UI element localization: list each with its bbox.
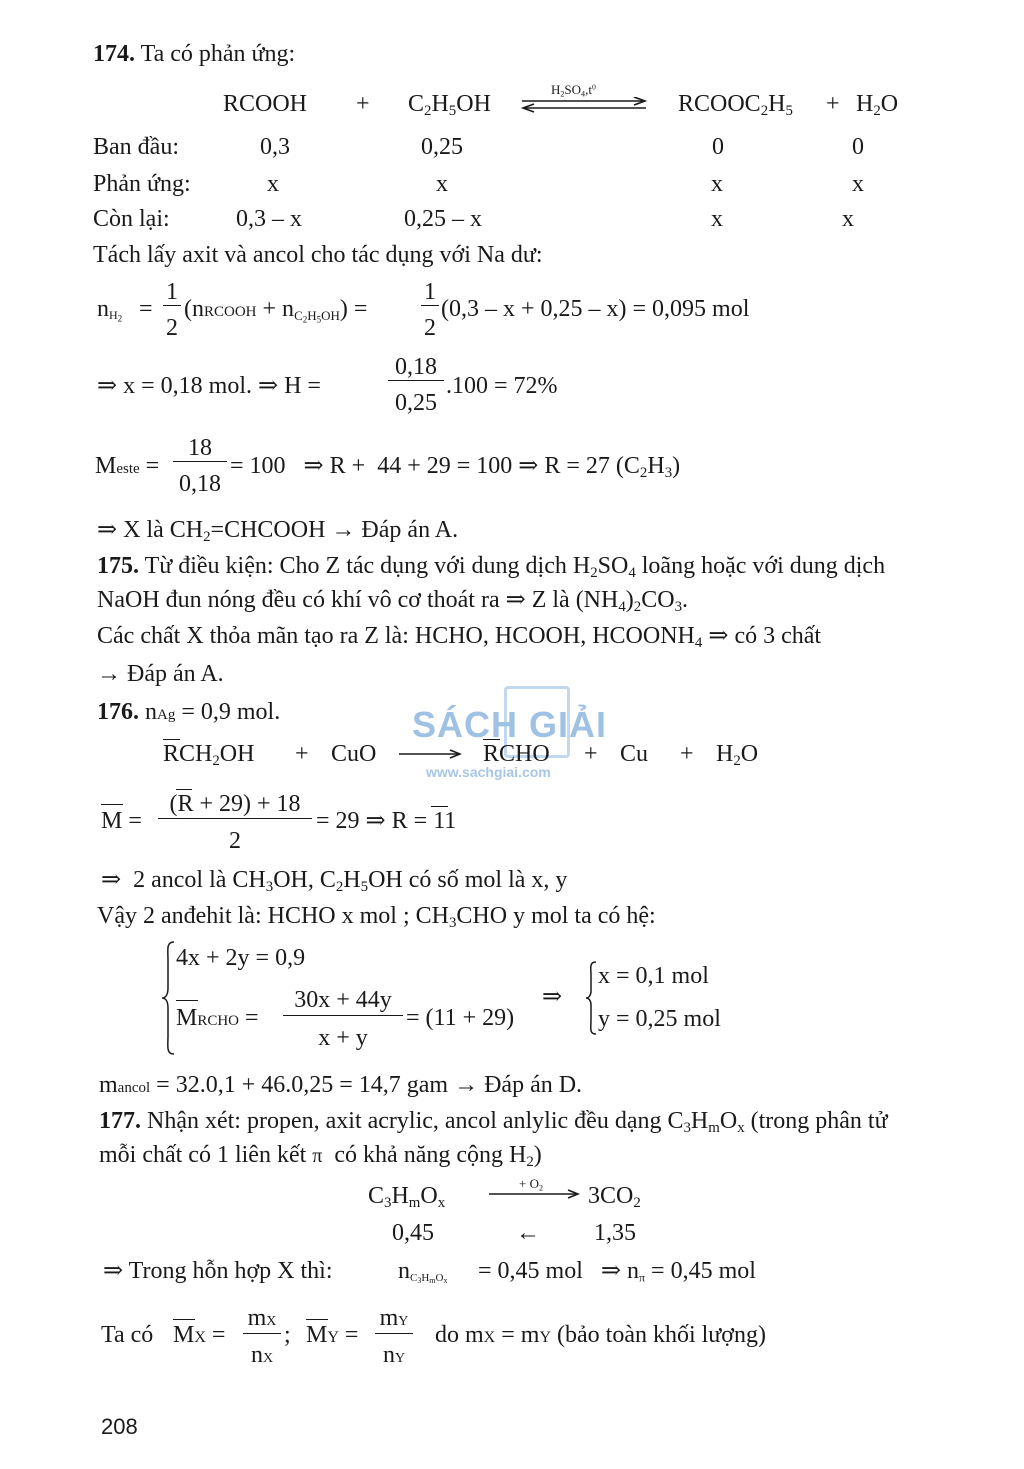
mx-fraction: mX nX [243,1306,281,1367]
m-numerator: (R + 29) + 18 [169,791,301,817]
m-este-fraction [173,436,227,496]
eq177-row-right: 1,35 [594,1220,636,1246]
m-este-result: = 100 ⇒ R + 44 + 29 = 100 ⇒ R = 27 $(C_2H_3)$ [230,453,681,482]
eq176-plus-2: + [584,741,598,767]
eq174-catalyst: $H_2SO_4,t^0$ [551,82,596,99]
row-con-lai-value: 0,3 – x [236,206,302,232]
m-symbol: M = [101,808,142,834]
left-brace-icon [584,960,598,1043]
system-eq-2-denominator: x + y [318,1025,368,1051]
watermark-brand: SÁCH GIẢI [412,704,608,745]
frac-half-2: 1 2 [421,280,439,340]
eq174-reactant-2: $C_2H_5OH$ [408,91,491,120]
m-ancol-value: = 32.0,1 + 46.0,25 = 14,7 gam → Đáp án D. [156,1072,583,1098]
row-phan-ung-value: x [436,171,448,197]
m-este-numerator: 18 [188,435,212,461]
implies-arrow: ⇒ [542,984,563,1010]
eq177-condition: + $O_2$ [519,1176,544,1193]
row-con-lai-value: x [711,206,723,232]
n-mixture-value: = 0,45 mol ⇒ $n_\pi = 0,45$ mol [478,1258,756,1285]
eq176-reactant-2: CuO [331,741,377,767]
row-phan-ung-value: x [267,171,279,197]
problem-176-label: 176. [97,699,139,725]
row-phan-ung-value: x [852,171,864,197]
h-denominator: 0,25 [395,390,437,416]
nh2-sum: (nRCOOH + $n_{C_2H_5OH}$) = [184,296,368,325]
row-ban-dau-value: 0 [852,134,864,160]
eq174-reactant-1: RCOOH [223,91,308,117]
h-result: .100 = 72% [446,373,558,399]
overline-m [176,1000,198,1001]
row-ban-dau-value: 0,3 [260,134,290,160]
overline-m [306,1319,328,1320]
problem-175-line-4: → Đáp án A. [97,661,224,687]
h-fraction [388,355,444,415]
equilibrium-arrow-icon [520,97,648,113]
watermark-url: www.sachgiai.com [426,764,551,780]
x-line: ⇒ x = 0,18 mol. ⇒ H = [97,373,321,399]
system-eq-2-numerator: 30x + 44y [294,987,392,1013]
overline-m [173,1319,195,1320]
h-numerator: 0,18 [395,354,437,380]
row-con-lai-value: x [842,206,854,232]
eq177-left: $C_3H_mO_x$ [368,1183,446,1212]
eq176-product-2: Cu [620,741,649,767]
problem-177-line-1: 177. Nhận xét: propen, axit acrylic, ancol anlylic đều dạng $C_3H_mO_x$ (trong phân tử [99,1108,888,1137]
m-este-denominator: 0,18 [179,471,221,497]
nh2-symbol: $n_{H_2}$ [97,296,123,324]
problem-174-intro: Ta có phản ứng: [140,41,296,67]
overline-m [101,804,123,805]
nh2-equals: = [139,296,153,322]
system-eq-2-right: = (11 + 29) [406,1005,515,1031]
eq176-plus-3: + [680,741,694,767]
ta-co-label: Ta có [101,1322,154,1348]
row-con-lai-label: Còn lại: [93,206,170,232]
m-denominator: 2 [229,828,241,854]
eq177-row-arrow: ← [516,1220,540,1246]
overline-r [483,739,500,740]
page-number: 208 [101,1414,138,1439]
overline-r [431,806,448,807]
problem-176-heading: 176. nAg = 0,9 mol. [97,699,281,725]
problem-177-label: 177. [99,1108,141,1134]
problem-175-line-2: NaOH đun nóng đều có khí vô cơ thoát ra ⇒ Z là $(NH_4)_2CO_3$. [97,587,688,616]
row-ban-dau-label: Ban đầu: [93,134,179,160]
eq177-row-left: 0,45 [392,1220,434,1246]
eq174-product-1: $RCOOC_2H_5$ [678,91,793,120]
overline-r [176,789,192,790]
row-ban-dau-value: 0 [712,134,724,160]
row-con-lai-value: 0,25 – x [404,206,482,232]
eq176-product-1: RCHO [483,741,550,767]
problem-174-label: 174. [93,41,135,67]
eq177-right: $3CO_2$ [588,1183,641,1212]
my-fraction: mY nY [375,1306,413,1367]
problem-175-line-1: 175. Từ điều kiện: Cho Z tác dụng với dung dịch $H_2SO_4$ loãng hoặc với dung dịch [97,553,886,582]
m-este-symbol: Meste = [95,453,160,479]
mx-symbol: MX = [173,1322,226,1348]
line-ancol: ⇒ 2 ancol là $CH_3OH$, $C_2H_5OH$ có số mol là x, y [101,867,568,896]
problem-175-label: 175. [97,553,139,579]
n-mixture-symbol: $n_{C_3H_mO_x}$ [398,1258,448,1286]
problem-175-line-3: Các chất X thỏa mãn tạo ra Z là: HCHO, HCOOH, $HCOONH_4$ ⇒ có 3 chất [97,623,822,652]
eq176-plus-1: + [295,741,309,767]
line-andehit: Vậy 2 anđehit là: HCHO x mol ; $CH_3CHO$ y mol ta có hệ: [97,903,656,932]
reaction-arrow-icon [398,748,462,760]
problem-174-heading [93,42,295,66]
eq174-product-2: $H_2O$ [856,91,899,120]
line-mixture-x: ⇒ Trong hỗn hợp X thì: [103,1258,333,1284]
m-result: = 29 ⇒ R = 11 [316,808,457,834]
conclusion-174: ⇒ X là $CH_2=CHCOOH$ → Đáp án A. [97,517,459,546]
separator: ; [284,1322,291,1348]
solution-x: x = 0,1 mol [598,963,709,989]
row-ban-dau-value: 0,25 [421,134,463,160]
frac-half-1: 1 2 [163,280,181,340]
line-na: Tách lấy axit và ancol cho tác dụng với Na dư: [93,242,543,268]
my-symbol: MY = [306,1322,359,1348]
left-brace-icon [160,940,176,1063]
eq176-product-3: $H_2O$ [716,741,759,770]
system-eq-2-fraction [283,988,403,1050]
problem-177-line-2: mỗi chất có 1 liên kết π có khả năng cộng $H_2$) [99,1142,542,1171]
m-ancol-line: mancol = 32.0,1 + 46.0,25 = 14,7 gam → Đáp án D. [99,1072,583,1098]
system-eq-2-left: MRCHO = [176,1005,259,1031]
m-fraction [158,792,312,853]
eq174-plus-1: + [356,91,370,117]
row-phan-ung-label: Phản ứng: [93,171,191,197]
solution-y: y = 0,25 mol [598,1006,721,1032]
reaction-arrow-icon [488,1188,580,1200]
row-phan-ung-value: x [711,171,723,197]
overline-r [163,739,180,740]
eq174-plus-2: + [826,91,840,117]
eq176-reactant-1: $RCH_2OH$ [163,741,255,770]
nh2-result: (0,3 – x + 0,25 – x) = 0,095 mol [441,296,750,322]
n-ag-value: = 0,9 mol. [181,699,281,725]
mass-conservation-note: do mX = mY (bảo toàn khối lượng) [435,1322,766,1348]
system-eq-1: 4x + 2y = 0,9 [176,945,306,971]
